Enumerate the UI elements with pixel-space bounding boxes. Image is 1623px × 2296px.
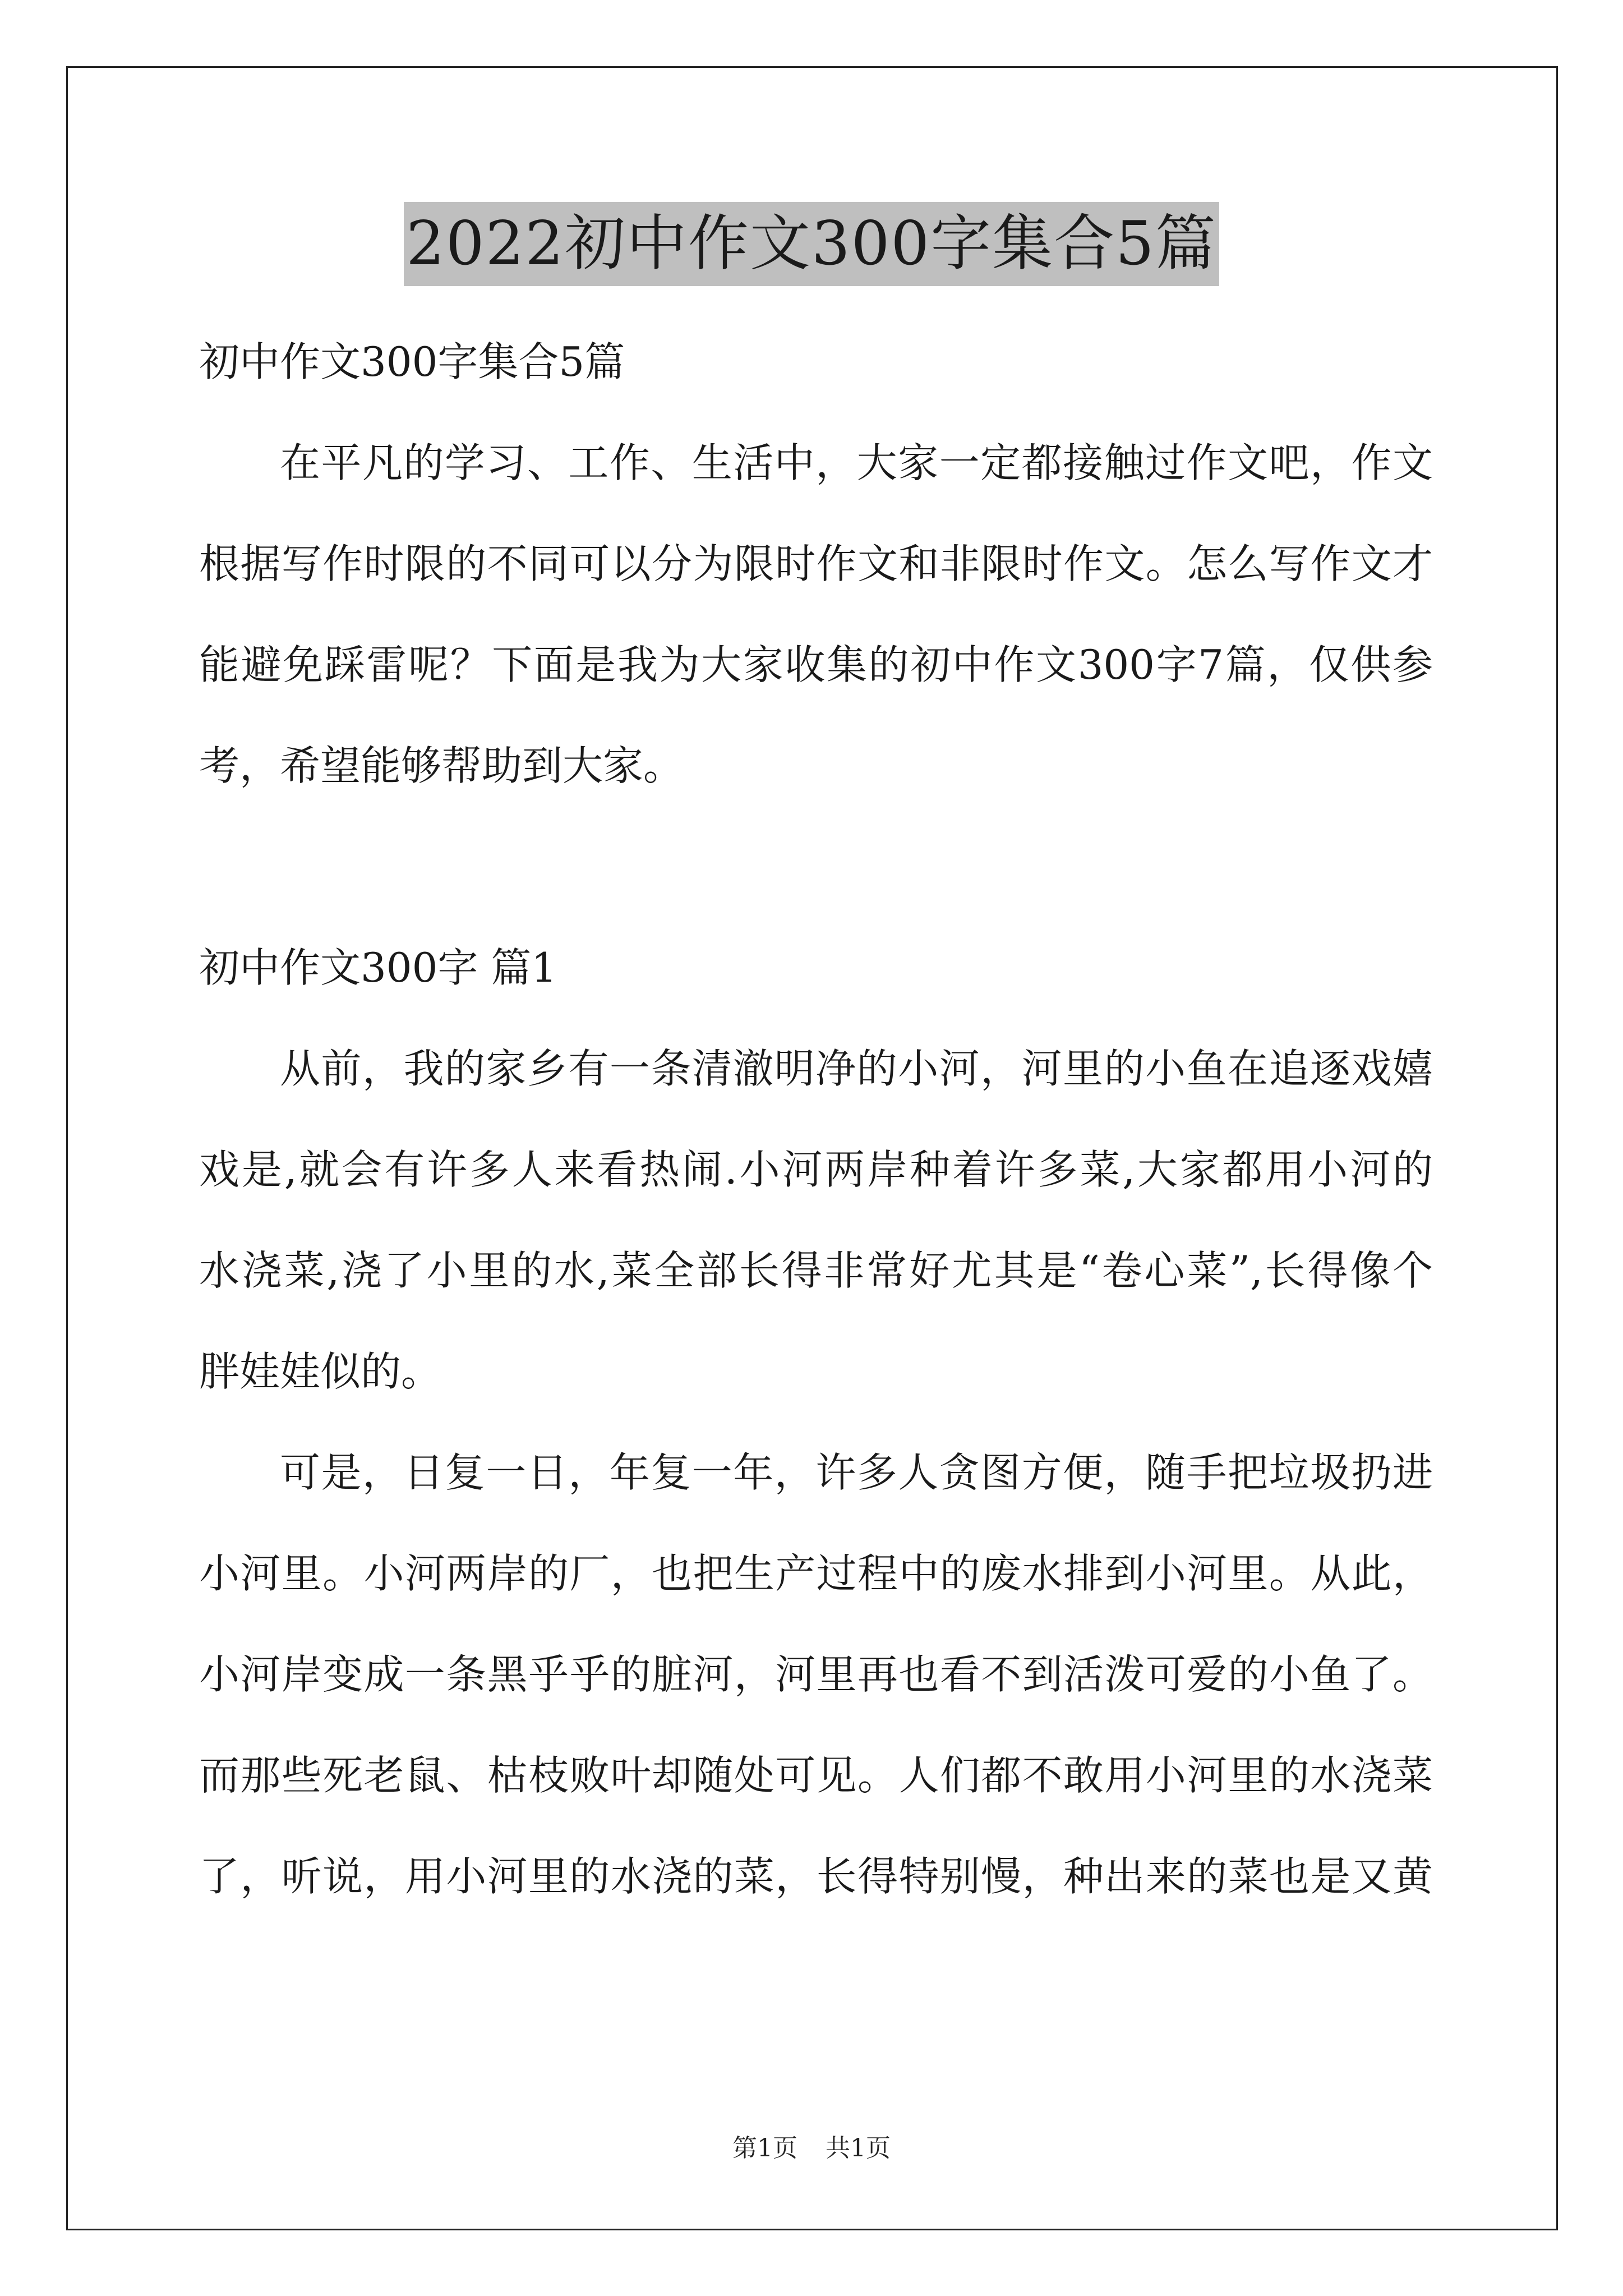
document-title: 2022初中作文300字集合5篇 <box>404 202 1219 286</box>
paragraph-line: 胖娃娃似的。 <box>199 1348 442 1395</box>
document-subtitle: 初中作文300字集合5篇 <box>199 338 625 385</box>
title-area <box>0 202 1623 286</box>
paragraph-line: 水浇菜,浇了小里的水,菜全部长得非常好尤其是“卷心菜”,长得像个 <box>199 1247 1433 1294</box>
paragraph-gap <box>199 816 1433 917</box>
paragraph-line: 了，听说，用小河里的水浇的菜，长得特别慢，种出来的菜也是又黄 <box>199 1853 1433 1900</box>
paragraph-line: 可是，日复一日，年复一年，许多人贪图方便，随手把垃圾扔进 <box>280 1449 1433 1496</box>
intro-line: 能避免踩雷呢？下面是我为大家收集的初中作文300字7篇，仅供参 <box>199 641 1433 688</box>
paragraph-line: 从前，我的家乡有一条清澈明净的小河，河里的小鱼在追逐戏嬉 <box>280 1045 1433 1092</box>
document-body <box>199 311 1433 1927</box>
page-number: 第1页 <box>732 2134 797 2162</box>
paragraph-line: 小河岸变成一条黑乎乎的脏河，河里再也看不到活泼可爱的小鱼了。 <box>199 1651 1433 1698</box>
intro-line: 考，希望能够帮助到大家。 <box>199 742 684 789</box>
intro-line: 在平凡的学习、工作、生活中，大家一定都接触过作文吧，作文 <box>280 439 1433 486</box>
intro-line: 根据写作时限的不同可以分为限时作文和非限时作文。怎么写作文才 <box>199 540 1433 587</box>
section-heading: 初中作文300字 篇1 <box>199 944 557 991</box>
paragraph-line: 而那些死老鼠、枯枝败叶却随处可见。人们都不敢用小河里的水浇菜 <box>199 1752 1433 1799</box>
page-footer <box>0 2132 1623 2165</box>
page-total: 共1页 <box>826 2134 891 2162</box>
paragraph-line: 小河里。小河两岸的厂，也把生产过程中的废水排到小河里。从此， <box>199 1550 1433 1597</box>
paragraph-line: 戏是,就会有许多人来看热闹.小河两岸种着许多菜,大家都用小河的 <box>199 1146 1433 1193</box>
